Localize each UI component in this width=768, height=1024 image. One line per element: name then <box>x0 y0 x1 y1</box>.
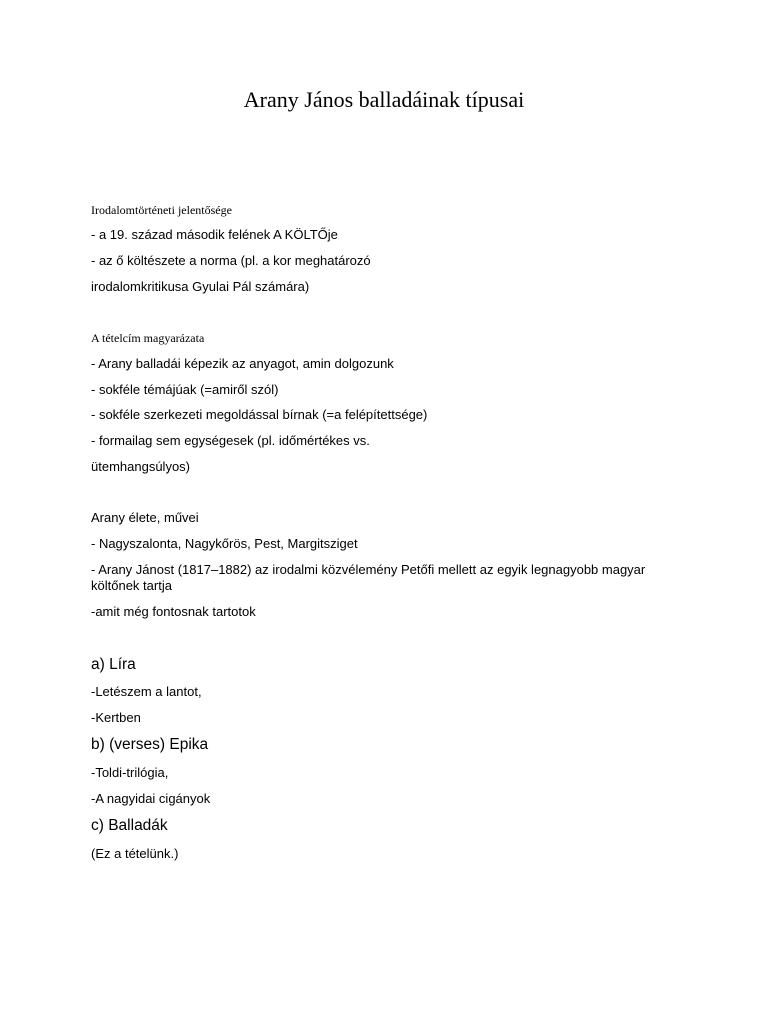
text-line: költőnek tartja <box>91 578 172 593</box>
text-line: -Letészem a lantot, <box>91 684 202 699</box>
text-line: irodalomkritikusa Gyulai Pál számára) <box>91 279 310 294</box>
section-heading-life-works: Arany élete, művei <box>91 510 199 525</box>
text-line: - Arany balladái képezik az anyagot, amin dolgozunk <box>91 356 394 371</box>
section-heading-title-explanation: A tételcím magyarázata <box>91 331 205 345</box>
text-line: -A nagyidai cigányok <box>91 791 211 806</box>
section-heading-epic: b) (verses) Epika <box>91 736 209 753</box>
text-line: ütemhangsúlyos) <box>91 459 190 474</box>
section-heading-significance: Irodalomtörténeti jelentősége <box>91 203 232 217</box>
text-line: -amit még fontosnak tartotok <box>91 604 256 619</box>
text-line: -Kertben <box>91 710 141 725</box>
section-heading-lyric: a) Líra <box>91 656 136 673</box>
text-line: - a 19. század második felének A KÖLTŐje <box>91 227 338 242</box>
section-heading-ballads: c) Balladák <box>91 817 168 834</box>
text-line: - formailag sem egységesek (pl. időmértékes vs. <box>91 433 370 448</box>
text-line: - sokféle témájúak (=amiről szól) <box>91 382 279 397</box>
text-line: - az ő költészete a norma (pl. a kor meghatározó <box>91 253 371 268</box>
page-title: Arany János balladáinak típusai <box>243 87 525 112</box>
text-line: -Toldi-trilógia, <box>91 765 169 780</box>
text-line: (Ez a tételünk.) <box>91 846 179 861</box>
text-line: - Arany Jánost (1817–1882) az irodalmi közvélemény Petőfi mellett az egyik legnagyobb magyar <box>91 562 646 577</box>
text-line: - Nagyszalonta, Nagykőrös, Pest, Margitsziget <box>91 536 358 551</box>
text-line: - sokféle szerkezeti megoldással bírnak (=a felépítettsége) <box>91 407 428 422</box>
